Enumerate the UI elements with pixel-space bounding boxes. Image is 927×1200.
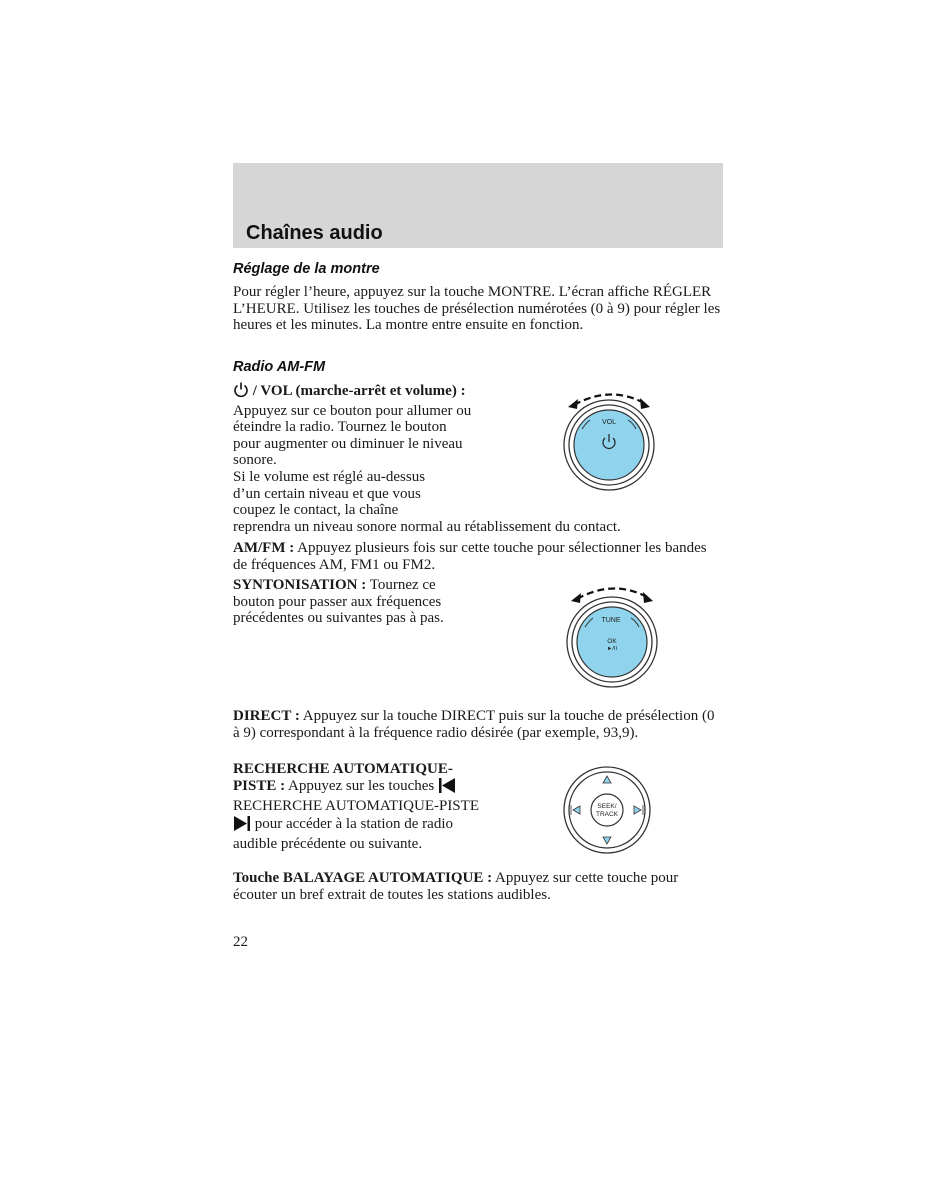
vol-term: / VOL (marche-arrêt et volume) :: [252, 383, 466, 399]
scan-text: Appuyez sur cette touche pour écouter un bref extrait de toutes les stations audibles.: [233, 870, 679, 903]
section-header: [233, 163, 723, 248]
tune-knob[interactable]: [563, 581, 663, 694]
direct-text: Appuyez sur la touche DIRECT puis sur la touche de présélection (0 à 9) correspondant à la fréquence radio désirée (par exemple, 93,9).: [233, 708, 715, 741]
tune-paragraph: [233, 577, 473, 627]
seek-label-2: TRACK: [595, 811, 619, 818]
clock-paragraph: Pour régler l’heure, appuyez sur la touche MONTRE. L’écran affiche RÉGLER L’HEURE. Utilisez les touches de présélection numérotées (0 à 9) pour régler les heures et les minutes. La montre entre ensuite en fonction.: [233, 284, 721, 333]
seek-paragraph: [233, 761, 483, 853]
seek-label-1: SEEK/: [597, 803, 617, 810]
vol-text: Appuyez sur ce bouton pour allumer ou éteindre la radio. Tournez le bouton pour augmenter ou diminuer le niveau sonore.: [233, 402, 472, 468]
power-icon: [233, 381, 249, 403]
amfm-paragraph: [233, 540, 723, 573]
vol-note-4: reprendra un niveau sonore normal au rétablissement du contact.: [233, 518, 621, 535]
play-pause-label: ►/II: [606, 646, 618, 652]
direct-term: DIRECT :: [233, 708, 300, 724]
direct-paragraph: [233, 708, 723, 741]
vol-knob-label: VOL: [601, 419, 617, 426]
vol-knob[interactable]: [560, 387, 660, 497]
seek-text-b: RECHERCHE AUTOMATIQUE-PISTE: [233, 798, 479, 815]
seek-forward-icon: [233, 816, 251, 836]
amfm-text: Appuyez plusieurs fois sur cette touche pour sélectionner les bandes de fréquences AM, FM1 ou FM2.: [233, 540, 707, 573]
seek-term: RECHERCHE AUTOMATIQUE-PISTE :: [233, 761, 453, 795]
scan-paragraph: [233, 870, 723, 903]
vol-note-3: coupez le contact, la chaîne: [233, 502, 399, 518]
seek-text-c: pour accéder à la station de radio audible précédente ou suivante.: [233, 815, 453, 852]
amfm-term: AM/FM :: [233, 540, 295, 556]
tune-text: Tournez ce bouton pour passer aux fréquences précédentes ou suivantes pas à pas.: [233, 577, 444, 626]
tune-term: SYNTONISATION :: [233, 577, 367, 593]
seek-text-a: Appuyez sur les touches: [285, 778, 438, 795]
seek-back-icon: [438, 778, 456, 798]
tune-knob-label: TUNE: [601, 617, 621, 624]
vol-note-1: Si le volume est réglé au-dessus: [233, 469, 426, 485]
seek-track-knob[interactable]: [563, 766, 651, 859]
radio-heading: Radio AM-FM: [233, 359, 326, 375]
vol-note-2: d’un certain niveau et que vous: [233, 485, 421, 502]
page-number: 22: [233, 934, 248, 950]
clock-heading: Réglage de la montre: [233, 261, 380, 277]
section-title: Chaînes audio: [246, 222, 383, 244]
vol-paragraph: [233, 381, 473, 469]
ok-label: OK: [607, 638, 617, 645]
scan-term: Touche BALAYAGE AUTOMATIQUE :: [233, 870, 493, 886]
